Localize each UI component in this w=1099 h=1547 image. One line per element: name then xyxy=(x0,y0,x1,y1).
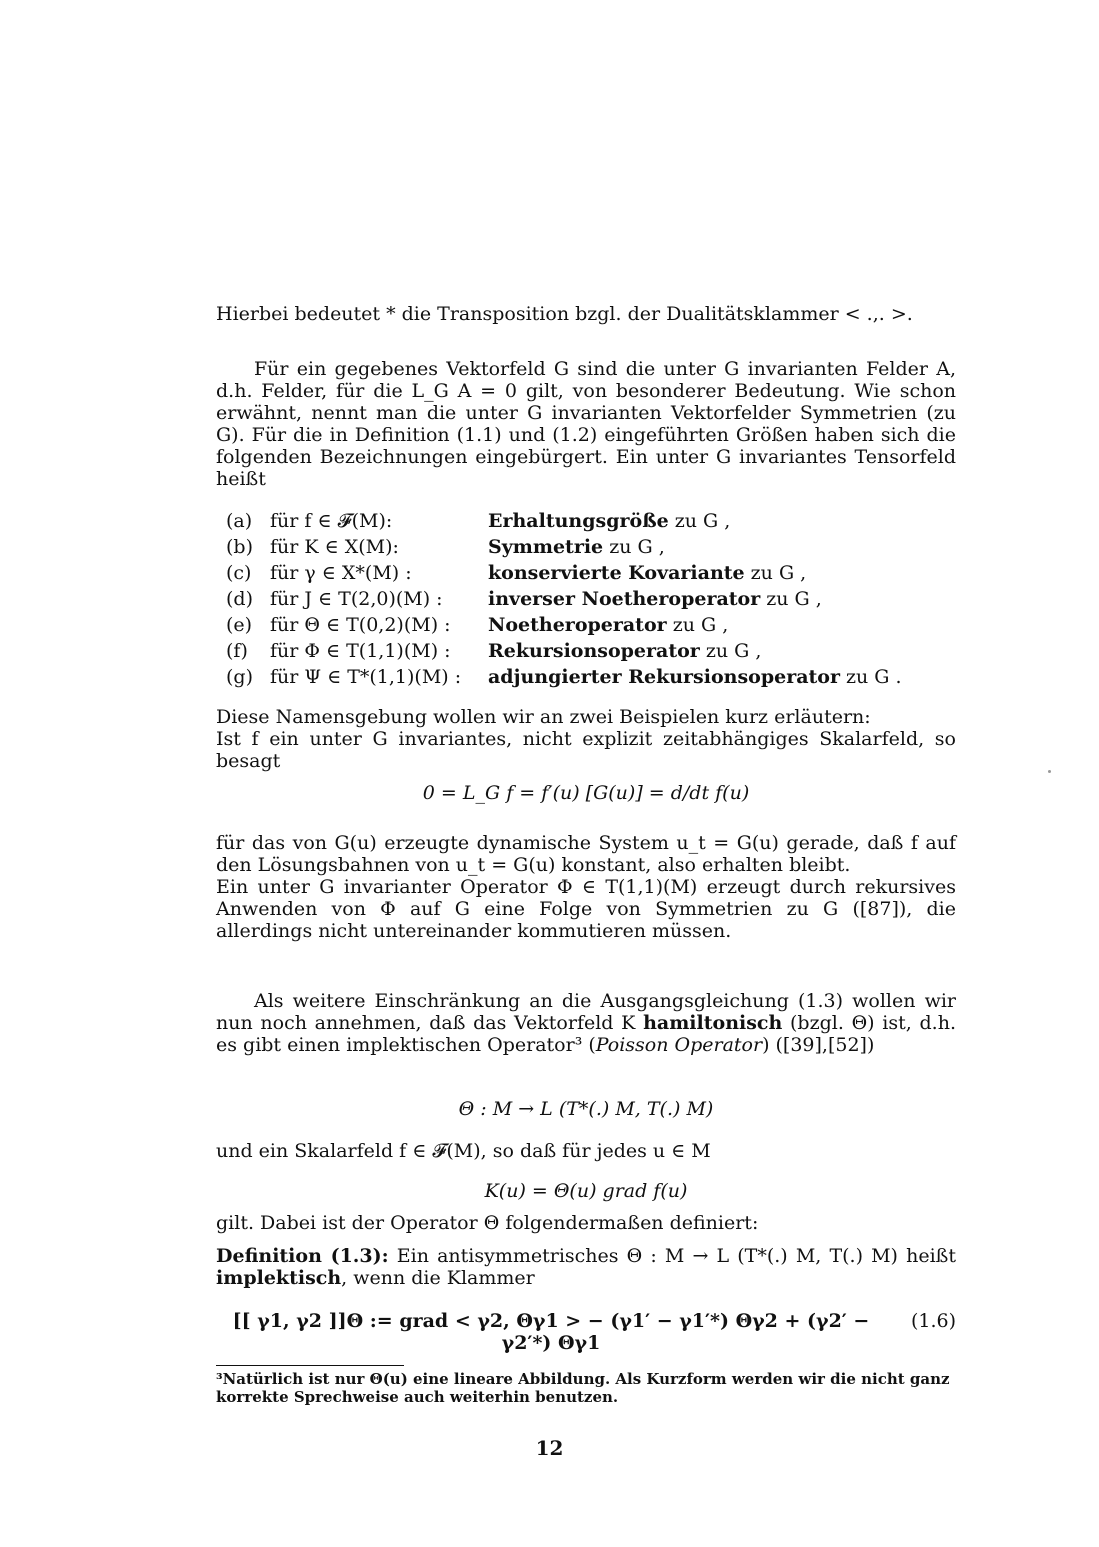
footnote: ³Natürlich ist nur Θ(u) eine lineare Abbildung. Als Kurzform werden wir die nicht ganz korrekte Sprechweise auch weiterhin benutzen. xyxy=(216,1370,950,1406)
paragraph-dynamic-system: für das von G(u) erzeugte dynamische System u_t = G(u) gerade, daß f auf den Lösungsbahnen von u_t = G(u) konstant, also erhalten bleibt. Ein unter G invarianter Operator Φ ∈ T(1,1)(M) erzeugt durch rekursives Anwenden von Φ auf G eine Folge von Symmetrien zu G ([87]), die allerdings nicht untereinander kommutieren müssen. xyxy=(216,832,956,942)
page-number: 12 xyxy=(535,1436,564,1460)
equation-theta-map: Θ : M → L (T*(.) M, T(.) M) xyxy=(458,1098,714,1120)
definition-item: (d) für J ∈ T(2,0)(M) : inverser Noetheroperator zu G , xyxy=(226,588,822,610)
paragraph-scalar-field: und ein Skalarfeld f ∈ 𝓕(M), so daß für jedes u ∈ M xyxy=(216,1140,711,1162)
equation-bracket: [[ γ1, γ2 ]]Θ := grad < γ2, Θγ1 > − (γ1′ − γ1′*) Θγ2 + (γ2′ − γ2′*) Θγ1 (1.6) xyxy=(232,1310,956,1354)
definition-item: (e) für Θ ∈ T(0,2)(M) : Noetheroperator zu G , xyxy=(226,614,729,636)
paragraph-transposition: Hierbei bedeutet * die Transposition bzgl. der Dualitätsklammer < .,. >. xyxy=(216,303,913,325)
paragraph-naming: Diese Namensgebung wollen wir an zwei Beispielen kurz erläutern: Ist f ein unter G invariantes, nicht explizit zeitabhängiges Skalarfeld, so besagt xyxy=(216,706,956,772)
paragraph-invariant-fields: Für ein gegebenes Vektorfeld G sind die unter G invarianten Felder A, d.h. Felder, für die L_G A = 0 gilt, von besonderer Bedeutung. Wie schon erwähnt, nennt man die unter G invarianten Vektorfelder Symmetrien (zu G). Für die in Definition (1.1) und (1.2) eingeführten Größen haben sich die folgenden Bezeichnungen eingebürgert. Ein unter G invariantes Tensorfeld heißt xyxy=(216,358,956,490)
definition-item: (a) für f ∈ 𝓕(M): Erhaltungsgröße zu G , xyxy=(226,510,731,532)
definition-item: (b) für K ∈ X(M): Symmetrie zu G , xyxy=(226,536,665,558)
footnote-rule xyxy=(216,1365,404,1366)
definition-item: (f) für Φ ∈ T(1,1)(M) : Rekursionsoperator zu G , xyxy=(226,640,762,662)
definition-1-3: Definition (1.3): Ein antisymmetrisches Θ : M → L (T*(.) M, T(.) M) heißt implektisch, wenn die Klammer xyxy=(216,1245,956,1289)
definition-item: (g) für Ψ ∈ T*(1,1)(M) : adjungierter Rekursionsoperator zu G . xyxy=(226,666,902,688)
definition-list xyxy=(226,508,966,690)
equation-conservation: 0 = L_G f = f′(u) [G(u)] = d/dt f(u) xyxy=(422,782,750,804)
paragraph-hamiltonian: Als weitere Einschränkung an die Ausgangsgleichung (1.3) wollen wir nun noch annehmen, daß das Vektorfeld K hamiltonisch (bzgl. Θ) ist, d.h. es gibt einen implektischen Operator³ (Poisson Operator) ([39],[52]) xyxy=(216,990,956,1056)
definition-item: (c) für γ ∈ X*(M) : konservierte Kovariante zu G , xyxy=(226,562,807,584)
equation-hamiltonian: K(u) = Θ(u) grad f(u) xyxy=(484,1180,688,1202)
scan-dot xyxy=(1048,770,1051,773)
paragraph-operator-definition: gilt. Dabei ist der Operator Θ folgendermaßen definiert: xyxy=(216,1212,759,1234)
